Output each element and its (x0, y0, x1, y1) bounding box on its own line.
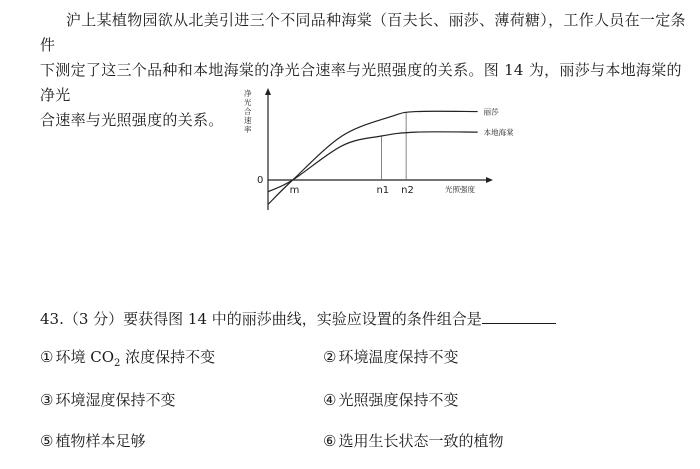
y-axis-label: 净光合速率 (244, 89, 252, 134)
series-label-local-haitang: 本地海棠 (483, 128, 514, 138)
tick-label-n2: n2 (401, 185, 414, 196)
option-2-text: 环境温度保持不变 (338, 348, 459, 366)
option-6-number: ⑥ (323, 432, 337, 450)
option-4 (323, 389, 458, 410)
option-1-text: 环境 CO (55, 348, 114, 366)
option-3 (40, 389, 175, 410)
answer-blank[interactable] (482, 309, 556, 324)
y-axis-arrow (265, 88, 271, 95)
option-5-text: 植物样本足够 (55, 432, 146, 450)
option-5-number: ⑤ (40, 432, 54, 450)
intro-line-3: 合速率与光照强度的关系。 (40, 111, 224, 129)
figure-14-chart (240, 88, 514, 218)
option-1-number: ① (40, 348, 54, 366)
tick-label-m: m (289, 185, 300, 196)
option-1-text-tail: 浓度保持不变 (120, 348, 216, 366)
tick-label-group (290, 185, 414, 196)
chart-svg (240, 88, 514, 218)
option-4-number: ④ (323, 391, 337, 409)
question-text: 43.（3 分）要获得图 14 中的丽莎曲线，实验应设置的条件组合是 (40, 310, 482, 328)
option-3-number: ③ (40, 391, 54, 409)
option-6 (323, 430, 503, 451)
option-1 (40, 346, 215, 369)
option-6-text: 选用生长状态一致的植物 (338, 432, 504, 450)
x-axis-arrow (486, 177, 493, 183)
series-label-lisha: 丽莎 (483, 107, 499, 117)
option-2 (323, 346, 458, 367)
tick-label-n1: n1 (376, 185, 390, 196)
x-axis-label: 光照强度 (445, 185, 475, 194)
option-4-text: 光照强度保持不变 (338, 391, 459, 409)
question-43 (40, 308, 556, 329)
option-2-number: ② (323, 348, 337, 366)
intro-line-2: 下测定了这三个品种和本地海棠的净光合速率与光照强度的关系。图 14 为，丽莎与本地海棠的净光 (40, 61, 682, 104)
option-5 (40, 430, 145, 451)
option-3-text: 环境湿度保持不变 (55, 391, 176, 409)
guide-lines (381, 112, 406, 180)
origin-label: 0 (257, 175, 264, 186)
option-1-subscript: 2 (114, 358, 121, 369)
intro-line-1: 沪上某植物园欲从北美引进三个不同品种海棠（百夫长、丽莎、薄荷糖），工作人员在一定条件 (40, 11, 686, 54)
series-line-local-haitang (268, 132, 478, 192)
